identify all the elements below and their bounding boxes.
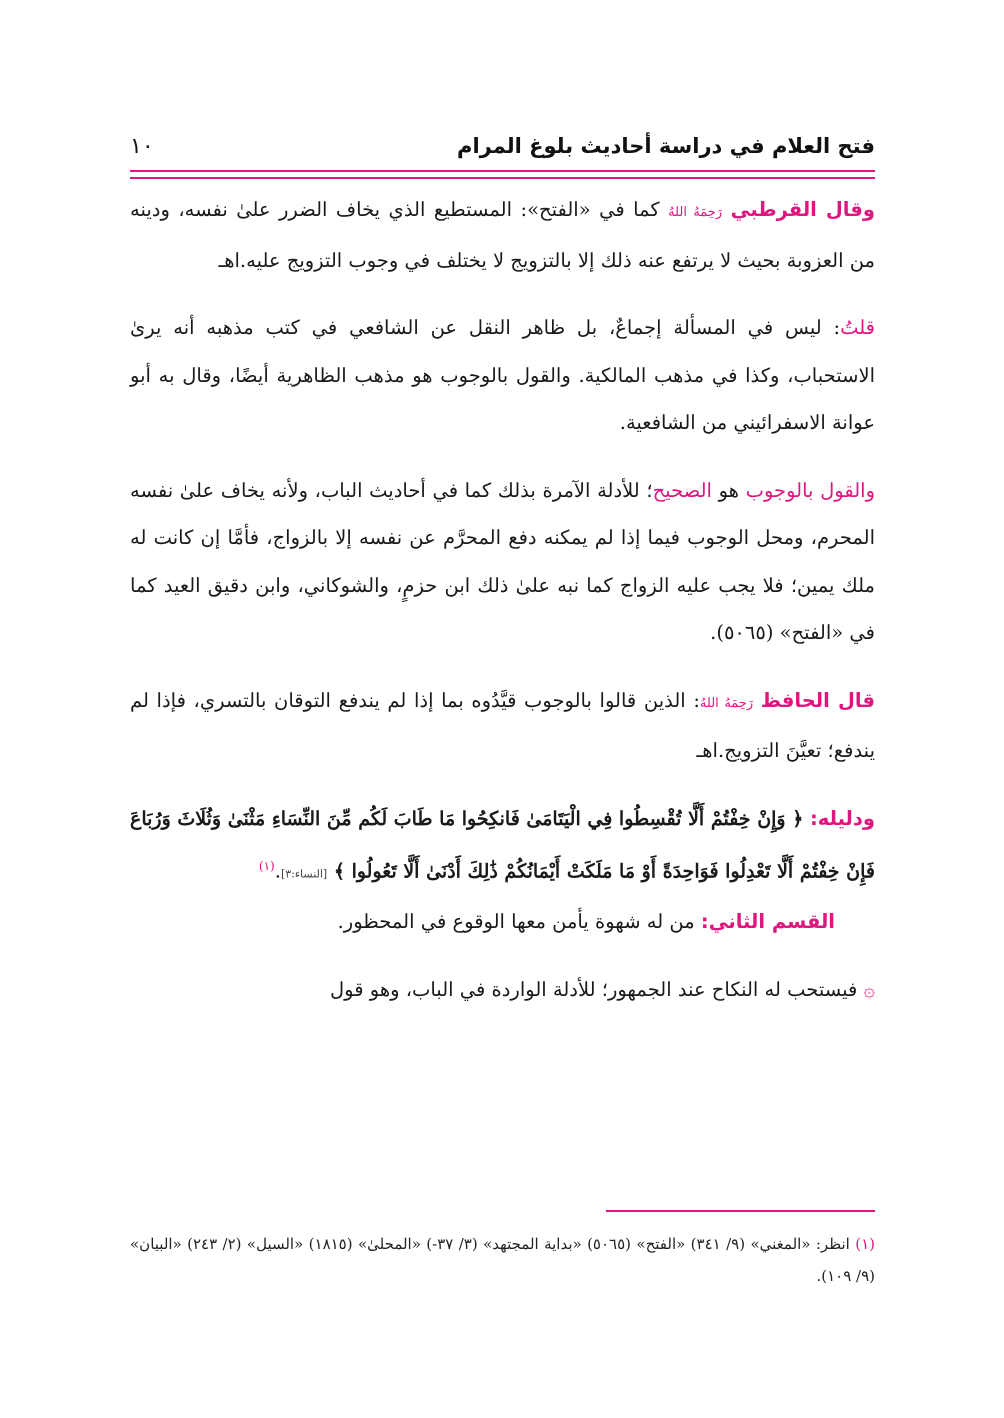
flower-ornament-icon: ۞ bbox=[863, 977, 875, 1001]
honorific-mark: رَحِمَهُ اللهُ bbox=[699, 695, 754, 711]
hafiz-label: قال الحافظ bbox=[760, 688, 875, 712]
qism-thani-label: القسم الثاني: bbox=[700, 910, 835, 933]
header-rule-top bbox=[130, 170, 875, 172]
sahih-label: الصحيح bbox=[652, 478, 712, 502]
verse-end: . bbox=[274, 859, 281, 883]
wujub-label: والقول بالوجوب bbox=[745, 478, 875, 502]
hafiz-text: : الذين قالوا بالوجوب قيَّدُوه بما إذا لم يندفع التوقان بالتسري، فإذا لم يندفع؛ تعيَّنَ التزويج.اهـ bbox=[130, 688, 875, 762]
footnote-separator bbox=[606, 1210, 875, 1212]
paragraph-qism-thani bbox=[130, 898, 875, 946]
wujub-mid: هو bbox=[711, 478, 746, 502]
qultu-label: قلتُ bbox=[840, 316, 875, 339]
mustahab-text: فيستحب له النكاح عند الجمهور؛ للأدلة الواردة في الباب، وهو قول bbox=[329, 977, 864, 1001]
footnote-text: انظر: «المغني» (٩/ ٣٤١) «الفتح» (٥٠٦٥) «بداية المجتهد» (٣/ ٣٧-) «المحلىٰ» (١٨١٥) «السيل» (٢/ ٢٤٣) «البيان» (٩/ ١٠٩). bbox=[130, 1235, 875, 1285]
header-rule-bottom bbox=[130, 177, 875, 179]
qism-thani-text: من له شهوة يأمن معها الوقوع في المحظور. bbox=[337, 910, 701, 933]
qurtubi-text: كما في «الفتح»: المستطيع الذي يخاف الضرر علىٰ نفسه، ودينه من العزوبة بحيث لا يرتفع عنه ذلك إلا بالتزويج لا يختلف في وجوب التزويج عليه.اهـ bbox=[130, 198, 875, 272]
verse-reference: [النساء:٣] bbox=[280, 867, 328, 881]
paragraph-dalil bbox=[130, 795, 875, 899]
book-title: فتح العلام في دراسة أحاديث بلوغ المرام bbox=[457, 134, 875, 158]
paragraph-hafiz bbox=[130, 677, 875, 775]
honorific-mark: رَحِمَهُ اللهُ bbox=[668, 205, 723, 220]
page-number: ١٠ bbox=[130, 133, 154, 159]
dalil-label: ودليله: bbox=[810, 806, 875, 830]
wujub-text: ؛ للأدلة الآمرة بذلك كما في أحاديث الباب، ولأنه يخاف علىٰ نفسه المحرم، ومحل الوجوب فيما إذا لم يمكنه دفع المحرَّم عن نفسه إلا بالزواج، فأمَّا إن كانت له ملك يمين؛ فلا يجب عليه الزواج كما نبه علىٰ ذلك ابن حزمٍ، والشوكاني، وابن دقيق العيد كما في «الفتح» (٥٠٦٥). bbox=[130, 478, 875, 644]
paragraph-qultu bbox=[130, 304, 875, 447]
footnote bbox=[130, 1228, 875, 1292]
paragraph-qurtubi bbox=[130, 186, 875, 284]
page-header bbox=[130, 128, 875, 164]
paragraph-mustahab bbox=[130, 966, 875, 1014]
qultu-text: : ليس في المسألة إجماعٌ، بل ظاهر النقل عن الشافعي في كتب مذهبه أنه يرىٰ الاستحباب، وكذا في مذهب المالكية. والقول بالوجوب هو مذهب الظاهرية أيضًا، وقال به أبو عوانة الاسفرائيني من الشافعية. bbox=[130, 316, 875, 434]
quran-verse: ﴿ وَإِنْ خِفْتُمْ أَلَّا تُقْسِطُوا فِي الْيَتَامَىٰ فَانكِحُوا مَا طَابَ لَكُم مِّنَ النِّسَاءِ مَثْنَىٰ وَثُلَاثَ وَرُبَاعَ فَإِنْ خِفْتُمْ أَلَّا تَعْدِلُوا فَوَاحِدَةً أَوْ مَا مَلَكَتْ أَيْمَانُكُمْ ذَٰلِكَ أَدْنَىٰ أَلَّا تَعُولُوا ﴾ bbox=[130, 807, 875, 883]
footnote-marker: (١) bbox=[258, 859, 275, 873]
footnote-number: (١) bbox=[855, 1235, 876, 1253]
paragraph-wujub bbox=[130, 467, 875, 657]
qurtubi-label: وقال القرطبي bbox=[730, 198, 875, 221]
body-text bbox=[130, 186, 875, 1033]
